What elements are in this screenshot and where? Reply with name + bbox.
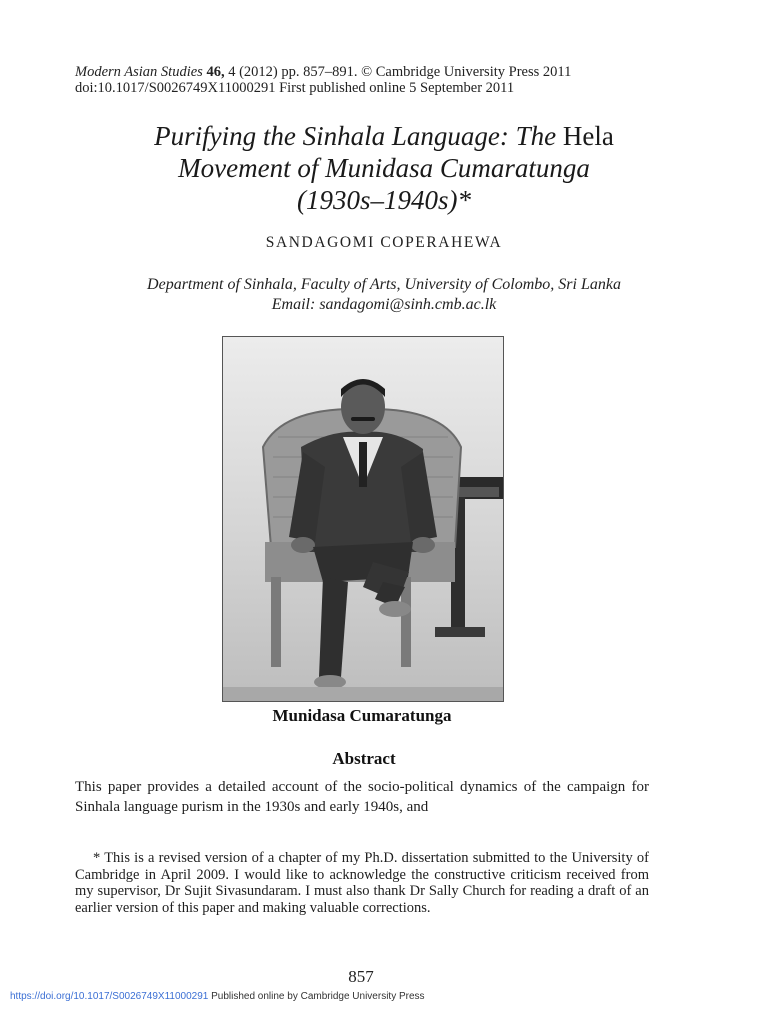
title-line-2-text: Movement of Munidasa Cumaratunga bbox=[178, 153, 590, 183]
portrait-illustration bbox=[223, 337, 503, 701]
footer-text: Published online by Cambridge University Press bbox=[208, 991, 425, 1002]
title-line-3 bbox=[60, 184, 708, 216]
title-line-1-italic: Purifying the Sinhala Language: The bbox=[154, 121, 557, 151]
journal-issue-pages: 4 (2012) pp. 857–891. © Cambridge University Press 2011 bbox=[224, 64, 572, 80]
doi-line: doi:10.1017/S0026749X11000291 First published online 5 September 2011 bbox=[75, 80, 515, 96]
abstract-heading: Abstract bbox=[332, 749, 396, 768]
journal-volume: 46, bbox=[206, 64, 225, 80]
footnote: * This is a revised version of a chapter of my Ph.D. dissertation submitted to the University of Cambridge in April 2009. I would like to acknowledge the constructive criticism received from my supervisor, Dr Sujit Sivasundaram. I must also thank Dr Sally Church for reading a draft of an earlier version of this paper and making valuable corrections. bbox=[75, 850, 649, 916]
journal-citation-line-1 bbox=[75, 64, 695, 80]
author-affiliation bbox=[40, 275, 728, 315]
portrait-photo bbox=[222, 336, 504, 702]
title-line-1-roman: Hela bbox=[556, 121, 614, 151]
title-line-2 bbox=[60, 152, 708, 184]
article-title bbox=[60, 120, 708, 216]
figure-caption: Munidasa Cumaratunga bbox=[272, 706, 452, 725]
affiliation-department: Department of Sinhala, Faculty of Arts, University of Colombo, Sri Lanka bbox=[147, 276, 621, 293]
title-line-1 bbox=[60, 120, 708, 152]
affiliation-email: Email: sandagomi@sinh.cmb.ac.lk bbox=[271, 296, 497, 313]
footer bbox=[10, 991, 425, 1002]
doi-link[interactable]: https://doi.org/10.1017/S0026749X11000291 bbox=[10, 991, 209, 1002]
journal-citation bbox=[75, 64, 695, 96]
journal-name: Modern Asian Studies bbox=[75, 64, 203, 80]
abstract-text: This paper provides a detailed account of the socio-political dynamics of the campaign for Sinhala language purism in the 1930s and early 1940s, and bbox=[75, 779, 649, 815]
author-name: SANDAGOMI COPERAHEWA bbox=[265, 234, 503, 251]
title-line-3-text: (1930s–1940s)* bbox=[297, 185, 471, 215]
page-number: 857 bbox=[348, 967, 374, 986]
